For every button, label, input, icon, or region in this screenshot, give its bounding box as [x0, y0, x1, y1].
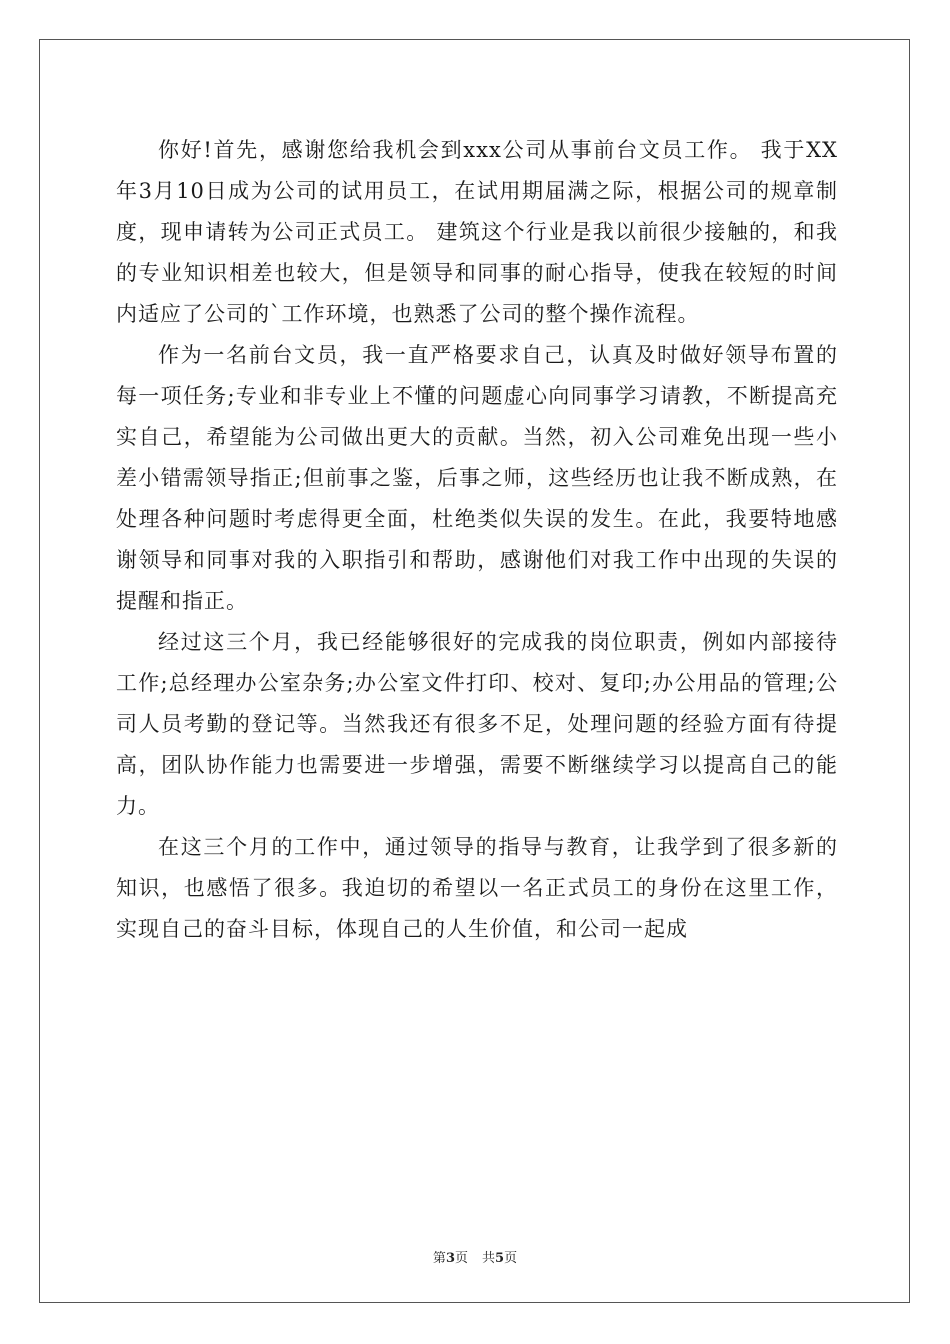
paragraph-4: 在这三个月的工作中，通过领导的指导与教育，让我学到了很多新的知识，也感悟了很多。我迫切的希望以一名正式员工的身份在这里工作，实现自己的奋斗目标，体现自己的人生价值，和公司一起成: [116, 835, 838, 941]
total-suffix: 页: [504, 1251, 518, 1266]
paragraph-2: 作为一名前台文员，我一直严格要求自己，认真及时做好领导布置的每一项任务;专业和非专业上不懂的问题虚心向同事学习请教，不断提高充实自己，希望能为公司做出更大的贡献。当然，初入公司难免出现一些小差小错需领导指正;但前事之鉴，后事之师，这些经历也让我不断成熟，在处理各种问题时考虑得更全面，杜绝类似失误的发生。在此，我要特地感谢领导和同事对我的入职指引和帮助，感谢他们对我工作中出现的失误的提醒和指正。: [116, 343, 838, 613]
total-page-number: 5: [495, 1251, 505, 1266]
page-suffix: 页: [454, 1251, 468, 1266]
paragraph-3: 经过这三个月，我已经能够很好的完成我的岗位职责，例如内部接待工作;总经理办公室杂务;办公室文件打印、校对、复印;办公用品的管理;公司人员考勤的登记等。当然我还有很多不足，处理问题的经验方面有待提高，团队协作能力也需要进一步增强，需要不断继续学习以提高自己的能力。: [116, 630, 838, 818]
page-total-label: [482, 1251, 517, 1266]
document-body: [116, 130, 838, 950]
page-number-label: [433, 1251, 468, 1266]
paragraph-1: 你好!首先，感谢您给我机会到xxx公司从事前台文员工作。 我于XX年3月10日成为公司的试用员工，在试用期届满之际，根据公司的规章制度，现申请转为公司正式员工。 建筑这个行业是我以前很少接触的，和我的专业知识相差也较大，但是领导和同事的耐心指导，使我在较短的时间内适应了公司的`工作环境，也熟悉了公司的整个操作流程。: [116, 138, 838, 326]
current-page-number: 3: [445, 1251, 455, 1266]
total-prefix: 共: [482, 1251, 496, 1266]
page-footer: [0, 1247, 950, 1266]
page-prefix: 第: [432, 1251, 446, 1266]
